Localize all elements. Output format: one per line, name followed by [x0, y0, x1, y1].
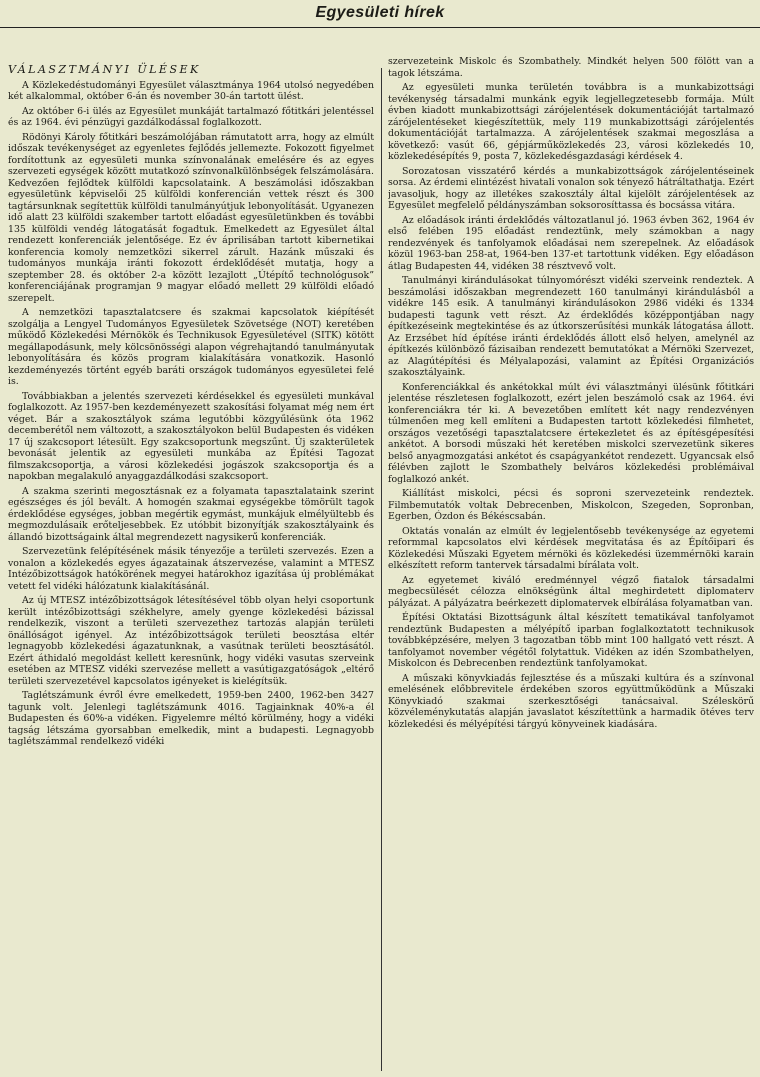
column-divider — [381, 68, 382, 1071]
header-rule — [0, 27, 760, 28]
paragraph: Az október 6-i ülés az Egyesület munkáját tartalmazó főtitkári jelentéssel és az 1964. évi pénzügyi gazdálkodással foglalkozott. — [8, 105, 374, 128]
paragraph: A Közlekedéstudományi Egyesület választmánya 1964 utolsó negyedében két alkalommal, október 6-án és november 30-án tartott ülést. — [8, 79, 374, 102]
paragraph: Az egyetemet kiváló eredménnyel végző fiatalok társadalmi megbecsülését célozza elnökségünk által meghirdetett diplomaterv pályázat. A pályázatra beérkezett diplomatervek elbírálása folyamatban van. — [388, 574, 754, 609]
paragraph: Szervezetünk felépítésének másik tényezője a területi szervezés. Ezen a vonalon a közlekedés egyes ágazatainak átszervezése, valamint a MTESZ Intézőbizottságok hatókörének megyei határokhoz igazítása új problémákat vetett fel vidéki hálózatunk kialakításánál. — [8, 546, 374, 592]
left-column — [8, 56, 374, 1071]
paragraph: Konferenciákkal és ankétokkal múlt évi választmányi ülésünk főtitkári jelentése részletesen foglalkozott, ezért jelen beszámoló csak az 1964. évi konferenciákra tér ki. A bevezetőben említett két nagy rendezvényen túlmenően meg kell említeni a Budapesten tartott közlekedési filmhetet, országos vezetőségi tapasztalatcsere értekezletet és az építésgépesítési ankétot. A borsodi műszaki hét keretében miskolci szervezetünk sikeres belső anyagmozgatási ankétot és csapágyankétot rendezett. Ugyancsak első félévben zajlott le Szombathely belváros közlekedési problémáival foglalkozó ankét. — [388, 381, 754, 485]
paragraph: A műszaki könyvkiadás fejlesztése és a műszaki kultúra és a színvonal emelésének előbbrevitele érdekében szoros együttműködünk a Műszaki Könyvkiadó szakmai szerkesztőségi tanácsaival. Széleskörű közvéleménykutatás alapján javaslatot készítettünk a harmadik ötéves terv közlekedési és mélyépítési tárgyú könyveinek kiadására. — [388, 672, 754, 730]
paragraph: Oktatás vonalán az elmúlt év legjelentősebb tevékenysége az egyetemi reformmal kapcsolatos elvi kérdések megvitatása és az Építőipari és Közlekedési Műszaki Egyetem mérnöki és közlekedési üzemmérnöki karain elkészített reform tantervek társadalmi bírálata volt. — [388, 525, 754, 571]
paragraph: Tanulmányi kirándulásokat túlnyomórészt vidéki szerveink rendeztek. A beszámolási időszakban megrendezett 160 tanulmányi kirándulásból a vidékre 145 esik. A tanulmányi kirándulásokon 2986 vidéki és 1334 budapesti tagunk vett részt. Az érdeklődés középpontjában nagy építkezéseink megtekintése és az útkorszerűsítési munkák látogatása állott. Az Erzsébet híd építése iránti érdeklődés állott első helyen, amelynél az építkezés különböző fázisaiban rendezett bemutatókat a Mérnöki Szervezet, az Alagútépítési és Mélyalapozási, valamint az Építési Organizációs szakosztályaink. — [388, 275, 754, 378]
paragraph: A szakma szerinti megosztásnak ez a folyamata tapasztalataink szerint egészséges és jól bevált. A homogén szakmai egységekbe tömörült tagok érdeklődése egységes, jobban megértik egymást, munkájuk elmélyültebb és megmozdulásaik erőteljesebbek. Ez utóbbit bizonyítják szakosztályaink és állandó bizottságaink által megrendezett nagysikerű konferenciák. — [8, 485, 374, 543]
paragraph: szervezeteink Miskolc és Szombathely. Mindkét helyen 500 fölött van a tagok létszáma. — [388, 56, 754, 79]
paragraph: Az egyesületi munka területén továbbra is a munkabizottsági tevékenység társadalmi munkánk egyik legjellegzetesebb formája. Múlt évben kiadott munkabizottsági zárójelentések dokumentációját tartalmazó zárójelentéseket kiegészítettük, mely 119 munkabizottsági zárójelentés dokumentációját tartalmazza. A zárójelentések szakmai megoszlása a következő: vasút 66, gépjárműközlekedés 23, városi közlekedés 10, közlekedésépítés 9, posta 7, közlekedésgazdasági kérdések 4. — [388, 82, 754, 162]
paragraph: Kiállítást miskolci, pécsi és soproni szervezeteink rendeztek. Filmbemutatók voltak Debrecenben, Miskolcon, Szegeden, Sopronban, Egerben, Ózdon és Békéscsabán. — [388, 488, 754, 522]
paragraph: Sorozatosan visszatérő kérdés a munkabizottságok zárójelentéseinek sorsa. Az érdemi elintézést hivatali vonalon sok tényező hátráltathatja. Ezért javasoljuk, hogy az illetékes szakosztály által kijelölt zárójelentések az Egyesület megfelelő példányszámban soksorosíttassa és bocsássa vitára. — [388, 165, 754, 211]
paragraph: Építési Oktatási Bizottságunk által készített tematikával tanfolyamot rendeztünk Budapesten a mélyépítő iparban foglalkoztatott technikusok továbbképzésére, melyen 3 tagozatban több mint 100 hallgató vett részt. A tanfolyamot november végétől folytattuk. Vidéken az idén Szombathelyen, Miskolcon és Debrecenben rendeztünk tanfolyamokat. — [388, 612, 754, 669]
paragraph: A nemzetközi tapasztalatcsere és szakmai kapcsolatok kiépítését szolgálja a Lengyel Tudományos Egyesületek Szövetsége (NOT) keretében működő Közlekedési Mérnökök és Technikusok Egyesületével (SITK) kötött megállapodásunk, mely kölcsönösségi alapon végrehajtandó tanulmányutak lebonyolítására és közös program kialakítására vonatkozik. Hasonló kezdeményezés történt egyéb baráti országok tudományos egyesületei felé is. — [8, 307, 374, 387]
paragraph: Az előadások iránti érdeklődés változatlanul jó. 1963 évben 362, 1964 év első felében 195 előadást rendeztünk, mely számokban a nagy rendezvények és tanfolyamok előadásai nem szerepelnek. Az előadások közül 1963-ban 258-at, 1964-ben 137-et tartottunk vidéken. Egy előadáson átlag Budapesten 44, vidéken 38 résztvevő volt. — [388, 214, 754, 272]
paragraph: Továbbiakban a jelentés szervezeti kérdésekkel és egyesületi munkával foglalkozott. Az 1957-ben kezdeményezett szakosítási folyamat még nem ért véget. Bár a szakosztályok száma legutóbbi közgyűlésünk óta 1962 decemberétől nem változott, a szakosztályokon belül Budapesten és vidéken 17 új szakcsoport létesült. Egy szakcsoportunk megszűnt. Új szakterületek bevonását jelentik az egyesületi munkába az Építési Tagozat filmszakcsoportja, a városi közlekedési jogászok szakcsoportja és a napokban megalakuló anyaggazdálkodási szakcsoport. — [8, 390, 374, 482]
right-column — [388, 56, 754, 1071]
page-header: Egyesületi hírek — [315, 4, 445, 21]
paragraph: Taglétszámunk évről évre emelkedett, 1959-ben 2400, 1962-ben 3427 tagunk volt. Jelenlegi taglétszámunk 4016. Tagjainknak 40%-a él Budapesten és 60%-a vidéken. Figyelemre méltó körülmény, hogy a vidéki tagság létszáma gyorsabban emelkedik, mint a budapesti. Legnagyobb taglétszámmal rendelkező vidéki — [8, 690, 374, 747]
article-columns — [8, 56, 752, 1071]
paragraph: Rödönyi Károly főtitkári beszámolójában rámutatott arra, hogy az elmúlt időszak tevékenységet az egyenletes fejlődés jellemezte. Fokozott figyelmet fordítottunk az egyesületi munka színvonalának emelésére és az egyes szervezeti egységek között mutatkozó színvonalkülönbségek felszámolására. Kedvezően fejlődtek külföldi kapcsolataink. A beszámolási időszakban egyesületünk képviselői 25 külföldi konferencián vettek részt és 300 tagtársunknak segítettük külföldi tanulmányútjuk lebonyolítását. Ugyanezen idő alatt 23 külföldi szakember tartott előadást egyesületünkben és további 135 külföldi vendég látogatását fogadtuk. Emelkedett az Egyesület által rendezett konferenciák jelentősége. Ez év áprilisában tartott kibernetikai konferencia komoly nemzetközi sikerrel zárult. Hazánk műszaki és tudományos munkája iránti fokozott érdeklődését mutatja, hogy a szeptember 28. és október 2-a között lezajlott „Útépítő technológusok” konferenciájának programjan 9 magyar előadó mellett 29 külföldi előadó szerepelt. — [8, 131, 374, 304]
paragraph: Az új MTESZ intézőbizottságok létesítésével több olyan helyi csoportunk került intézőbizottsági székhelyre, amely gyenge közlekedési bázissal rendelkezik, viszont a területi szervezethez tartozás alapján területi önállóságot igényel. Az intézőbizottságok területi beosztása eltér legnagyobb közlekedési ágazatunknak, a vasútnak területi beosztásától. Ezért áthidaló megoldást kellett keresnünk, hogy vidéki vasutas szerveink esetében az MTESZ vidéki szervezése mellett a vasútigazgatóságok „eltérő területi szervezetével kapcsolatos igényeket is kielégítsük. — [8, 595, 374, 687]
section-title: VÁLASZTMÁNYI ÜLÉSEK — [8, 63, 201, 76]
